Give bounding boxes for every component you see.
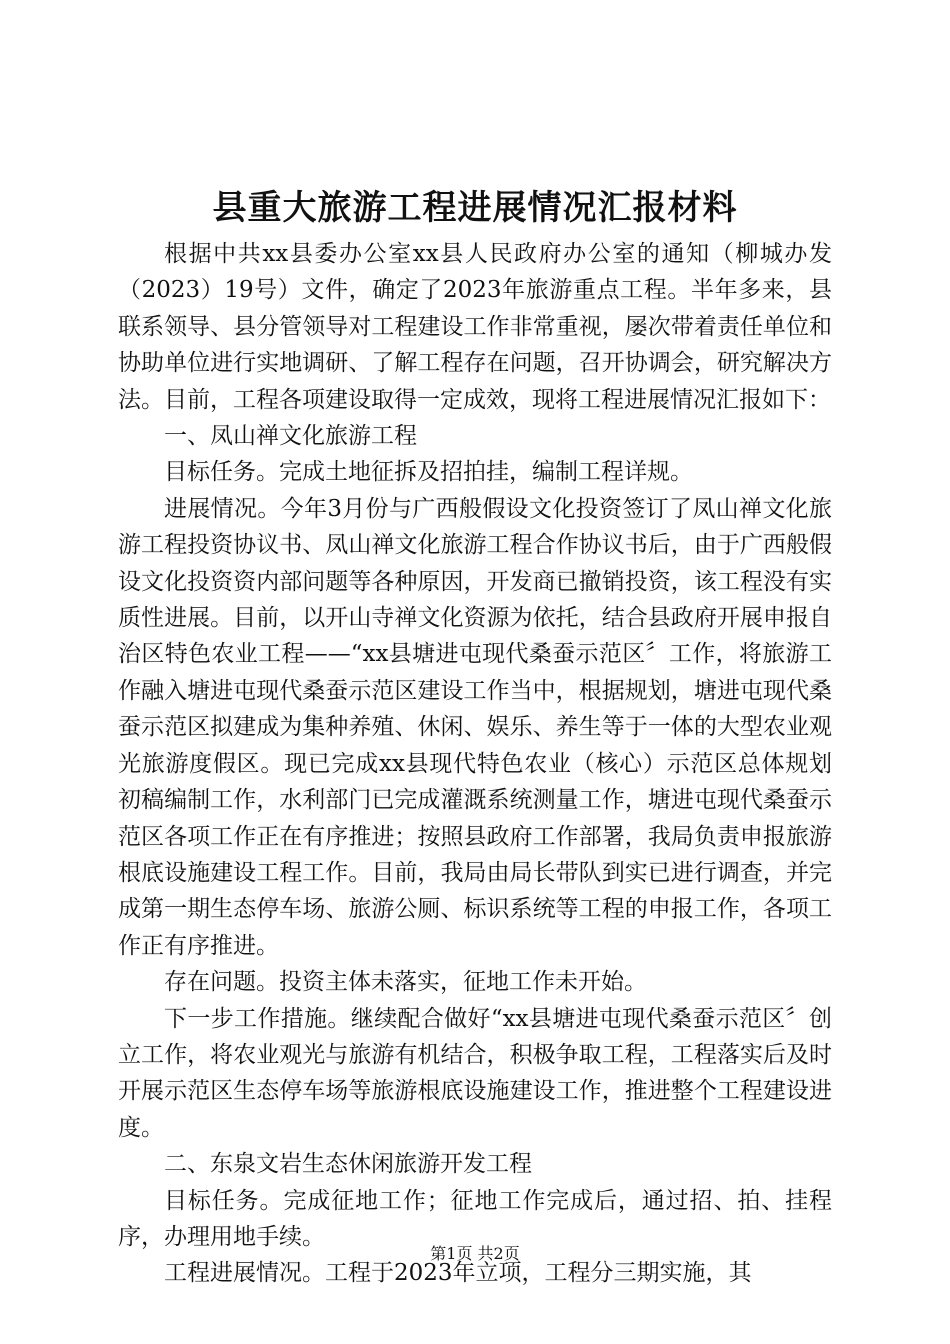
paragraph-intro: 根据中共xx县委办公室xx县人民政府办公室的通知（柳城办发（2023）19号）文件，确定了2023年旅游重点工程。半年多来，县联系领导、县分管领导对工程建设工作非常重视，屡次带着责任单位和协助单位进行实地调研、了解工程存在问题，召开协调会，研究解决方法。目前，工程各项建设取得一定成效，现将工程进展情况汇报如下：	[118, 241, 832, 413]
paragraph-next-steps-1: 下一步工作措施。继续配合做好“xx县塘进屯现代桑蚕示范区〞创立工作，将农业观光与旅游有机结合，积极争取工程，工程落实后及时开展示范区生态停车场等旅游根底设施建设工作，推进整个工程建设进度。	[118, 1005, 832, 1141]
paragraph-target-2: 目标任务。完成征地工作；征地工作完成后，通过招、拍、挂程序，办理用地手续。	[118, 1187, 832, 1250]
paragraph-progress-2: 工程进展情况。工程于2023年立项，工程分三期实施，其	[164, 1260, 752, 1287]
paragraph-progress-1: 进展情况。今年3月份与广西般假设文化投资签订了凤山禅文化旅游工程投资协议书、凤山禅文化旅游工程合作协议书后，由于广西般假设文化投资资内部问题等各种原因，开发商已撤销投资，该工程没有实质性进展。目前，以开山寺禅文化资源为依托，结合县政府开展申报自治区特色农业工程——“xx县塘进屯现代桑蚕示范区〞工作，将旅游工作融入塘进屯现代桑蚕示范区建设工作当中，根据规划，塘进屯现代桑蚕示范区拟建成为集种养殖、休闲、娱乐、养生等于一体的大型农业观光旅游度假区。现已完成xx县现代特色农业（核心）示范区总体规划初稿编制工作，水利部门已完成灌溉系统测量工作，塘进屯现代桑蚕示范区各项工作正在有序推进；按照县政府工作部署，我局负责申报旅游根底设施建设工程工作。目前，我局由局长带队到实已进行调查，并完成第一期生态停车场、旅游公厕、标识系统等工程的申报工作，各项工作正有序推进。	[118, 495, 832, 959]
document-title: 县重大旅游工程进展情况汇报材料	[212, 188, 738, 228]
page-footer: 第1页 共2页	[430, 1244, 520, 1263]
paragraph-target-1: 目标任务。完成土地征拆及招拍挂，编制工程详规。	[164, 459, 693, 486]
section-heading-2: 二、东泉文岩生态休闲旅游开发工程	[164, 1151, 532, 1178]
document-body	[118, 236, 832, 1292]
section-heading-1: 一、凤山禅文化旅游工程	[164, 423, 417, 450]
paragraph-issues-1: 存在问题。投资主体未落实，征地工作未开始。	[164, 969, 647, 996]
